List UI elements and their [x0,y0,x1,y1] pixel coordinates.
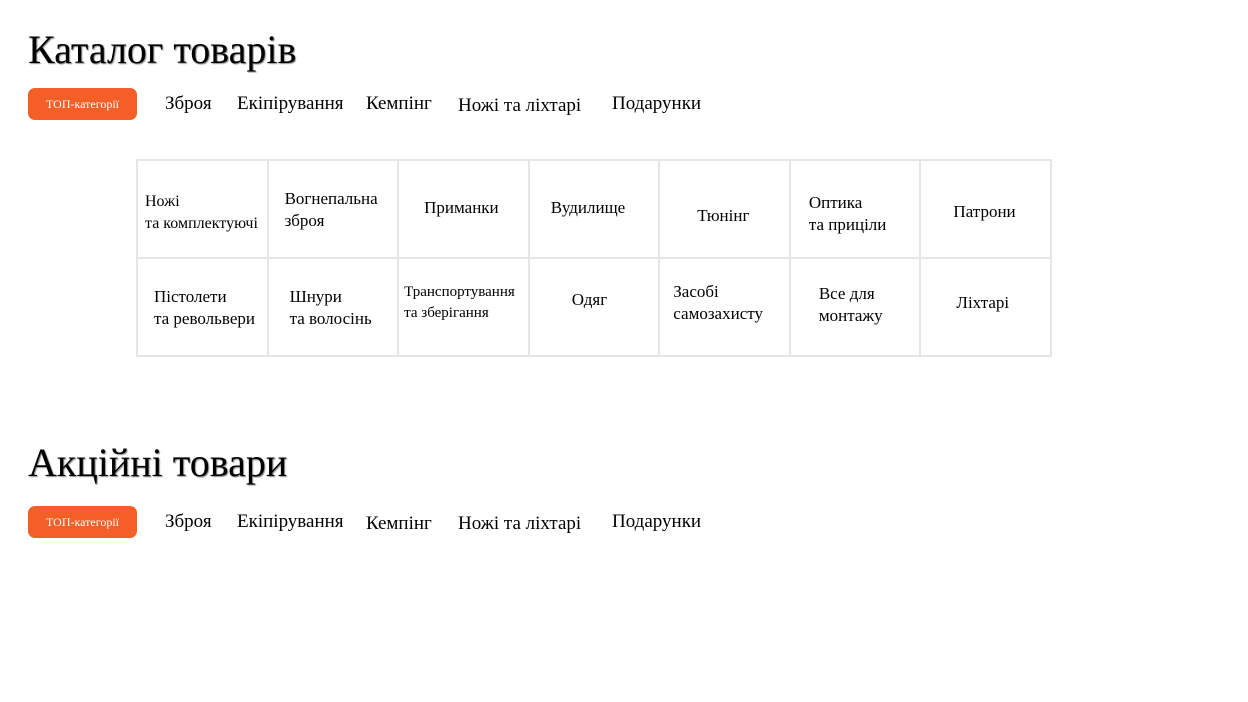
tab-top-categories[interactable]: ТОП-категорії [28,506,137,538]
tab-equipment[interactable]: Екіпірування [237,93,344,114]
category-label: Засобі самозахисту [673,282,763,323]
category-label: Все для монтажу [818,284,883,325]
category-cell[interactable] [791,161,922,259]
catalog-category-tabs [0,88,1248,128]
category-grid [136,159,1052,357]
category-cell[interactable] [138,161,269,259]
category-label: Вудилище [550,198,626,217]
category-label: Патрони [953,202,1016,221]
category-label: Оптика та приціли [808,193,887,234]
category-cell[interactable] [399,161,530,259]
category-cell[interactable] [921,161,1052,259]
category-cell[interactable] [660,259,791,357]
promo-title: Акційні товари [28,440,288,485]
tab-knives-flashlights[interactable]: Ножі та ліхтарі [458,513,582,534]
category-label: Вогнепальна зброя [284,189,378,230]
category-cell[interactable] [660,161,791,259]
tab-camping[interactable]: Кемпінг [366,93,432,114]
tab-weapons[interactable]: Зброя [165,93,212,114]
catalog-title: Каталог товарів [28,27,297,72]
category-cell[interactable] [530,161,661,259]
category-cell[interactable] [791,259,922,357]
tab-top-categories[interactable]: ТОП-категорії [28,88,137,120]
tab-knives-flashlights[interactable]: Ножі та ліхтарі [458,95,582,116]
category-label: Транспортування та зберігання [404,284,515,321]
category-cell[interactable] [138,259,269,357]
category-label: Тюнінг [697,206,750,225]
category-cell[interactable] [530,259,661,357]
category-cell[interactable] [921,259,1052,357]
category-label: Пістолети та револьвери [154,287,255,328]
category-cell[interactable] [269,259,400,357]
promo-category-tabs [0,506,1248,546]
tab-camping[interactable]: Кемпінг [366,513,432,534]
category-label: Ножі та комплектуючі [145,193,258,232]
category-label: Шнури та волосінь [289,287,372,328]
category-label: Ліхтарі [956,293,1010,312]
category-label: Приманки [424,198,499,217]
category-label: Одяг [571,290,608,309]
tab-gifts[interactable]: Подарунки [612,511,702,532]
tab-weapons[interactable]: Зброя [165,511,212,532]
category-cell[interactable] [269,161,400,259]
tab-gifts[interactable]: Подарунки [612,93,702,114]
tab-equipment[interactable]: Екіпірування [237,511,344,532]
category-cell[interactable] [399,259,530,357]
